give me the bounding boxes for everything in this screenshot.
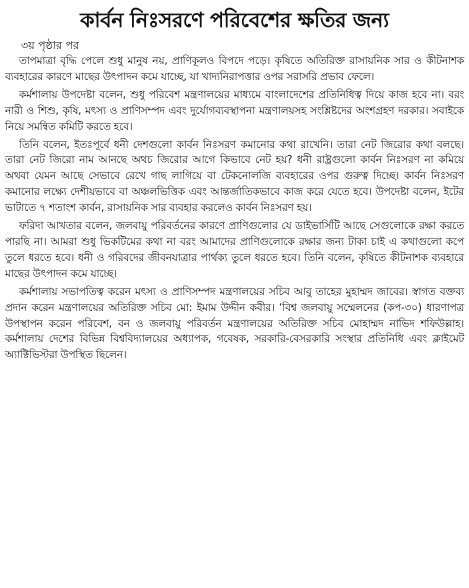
paragraph-3: তিনি বলেন, ইতঃপূর্বে ধনী দেশগুলো কার্বন নিঃসরণ কমানোর কথা রাখেনি। তারা নেট জিরোর কথা বলছে। তারা নেট জিরো নাম আনছে অথচ জিরোর আগে কিভাবে নেট হয়? ধনী রাষ্ট্রগুলো কার্বন নিঃসরণ না কমিয়ে অথবা যেমন আছে সেভাবে রেখে গাছ লাগিয়ে বা টেকনোলজি ব্যবহারের ওপর গুরুত্ব দিচ্ছে। কার্বন নিঃসরণ কমানোর লক্ষ্যে দেশীয়ভাবে বা অঞ্চলভিত্তিক এবং আন্তর্জাতিকভাবে কাজ করে যেতে হবে। উপদেষ্টা বলেন, ইটের ভাটাতে ৭ শতাংশ কার্বন, রাসায়নিক সার ব্যবহার করলেও কার্বন নিঃসরণ হয়। (5, 138, 464, 215)
paragraph-5: কর্মশালায় সভাপতিত্ব করেন মৎস্য ও প্রাণিসম্পদ মন্ত্রণালয়ের সচিব আবু তাহের মুহাম্মদ জাবের। স্বাগত বক্তব্য প্রদান করেন মন্ত্রণালয়ের অতিরিক্ত সচিব মো: ইমাম উদ্দীন কবীর। ‘বিশ্ব জলবায়ু সম্মেলনের (কপ-৩০) ধারণাপত্র উপস্থাপন করেন পরিবেশ, বন ও জলবায়ু পরিবর্তন মন্ত্রণালয়ের অতিরিক্ত সচিব মোহাম্মদ নাভিদ শফিউল্লাহ। কর্মশালায় দেশের বিভিন্ন বিশ্ববিদ্যালয়ের অধ্যাপক, গবেষক, সরকারি-বেসরকারি সংস্থার প্রতিনিধি এবং ক্লাইমেট অ্যাক্টিভিস্টরা উপস্থিত ছিলেন। (5, 285, 464, 362)
continued-from-label: ৩য় পৃষ্ঠার পর (21, 39, 80, 52)
paragraph-2: কর্মশালায় উপদেষ্টা বলেন, শুধু পরিবেশ মন্ত্রণালয়ের মাধ্যমে বাংলাদেশের প্রতিনিধিত্ব দিয়ে কাজ হবে না। বরং নারী ও শিশু, কৃষি, মৎস্য ও প্রাণিসম্পদ এবং দুর্যোগব্যবস্থাপনা মন্ত্রণালয়সহ সংশ্লিষ্টদের অংশগ্রহণ দরকার। সবাইকে নিয়ে সমন্বিত কমিটি করতে হবে। (5, 88, 464, 133)
headline: কার্বন নিঃসরণে পরিবেশের ক্ষতির জন্য (80, 8, 389, 32)
paragraph-4: ফরিদা আখতার বলেন, জলবায়ু পরিবর্তনের কারণে প্রাণিগুলোর যে ডাইভার্সিটি আছে সেগুলোকে রক্ষা করতে পারছি না। আমরা শুধু ভিকটিমের কথা না বরং আমাদের প্রাণিগুলোকে রক্ষার জন্য টাকা চাই এ কথাগুলো কপে তুলে ধরতে হবে। ধনী ও গরিবদের জীবনযাত্রার পার্থক্য তুলে ধরতে হবে। তিনি বলেন, কৃষিতে কীটনাশক ব্যবহারে মাছের উৎপাদন কমে যাচ্ছে। (5, 220, 464, 280)
paragraph-1: তাপমাত্রা বৃদ্ধি পেলে শুধু মানুষ নয়, প্রাণিকূলও বিপদে পড়ে। কৃষিতে অতিরিক্ত রাসায়নিক সার ও কীটনাশক ব্যবহারের কারণে মাছের উৎপাদন কমে যাচ্ছে, যা খাদ্যনিরাপত্তার ওপর সরাসরি প্রভাব ফেলে। (5, 55, 464, 83)
article-body (5, 54, 464, 364)
